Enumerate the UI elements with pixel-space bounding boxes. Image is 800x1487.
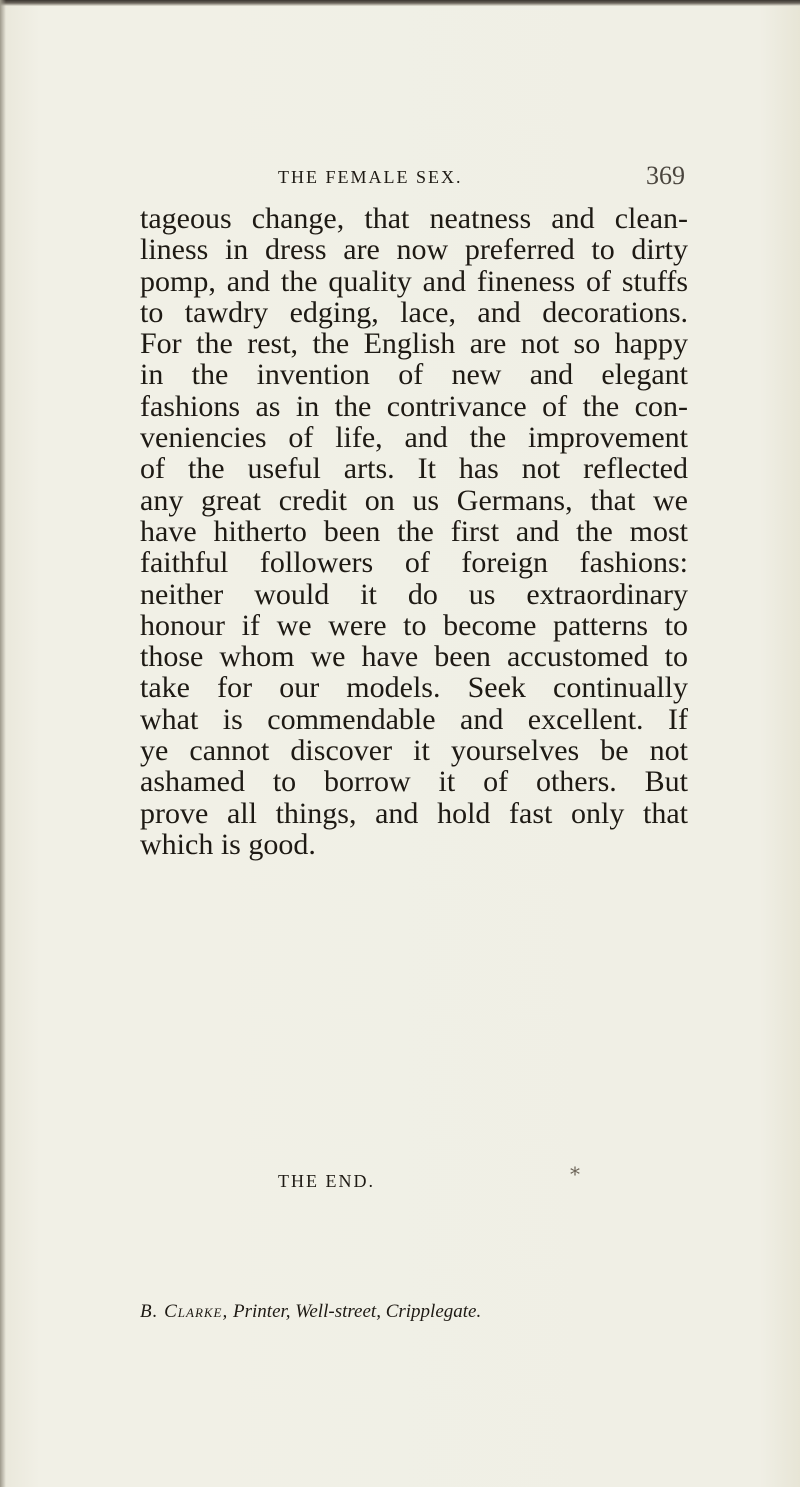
printer-address: Printer, Well-street, Cripplegate. [228,1301,482,1322]
text-line: ashamed to borrow it of others. But [140,765,688,799]
body-text [140,203,688,860]
text-line: in the invention of new and elegant [140,358,688,392]
running-head-title: THE FEMALE SEX. [278,167,463,187]
asterisk-ornament-icon: * [570,1162,580,1186]
text-line: ye cannot discover it yourselves be not [140,734,688,768]
text-line: take for our models. Seek continually [140,671,688,705]
printer-imprint [140,1301,700,1323]
text-line: liness in dress are now preferred to dirty [140,233,688,267]
text-line: fashions as in the contrivance of the con- [140,389,688,423]
text-line: have hitherto been the first and the most [140,514,688,548]
printer-name: B. Clarke, [140,1301,229,1322]
text-line: of the useful arts. It has not reflected [140,452,688,486]
text-line: honour if we were to become patterns to [140,608,688,642]
page-top-edge [0,0,800,6]
page-number: 369 [646,161,685,190]
text-line: tageous change, that neatness and clean- [140,202,688,235]
text-line: what is commendable and excellent. If [140,702,688,736]
text-line: to tawdry edging, lace, and decorations. [140,295,688,329]
text-line: pomp, and the quality and fineness of stuffs [140,264,688,298]
text-line: For the rest, the English are not so happy [140,327,688,361]
text-line-last: which is good. [140,827,316,861]
text-line: any great credit on us Germans, that we [140,483,688,517]
the-end-mark: THE END. [278,1171,375,1191]
page-gutter-shadow [0,0,6,1487]
text-line: veniencies of life, and the improvement [140,421,688,455]
text-line: faithful followers of foreign fashions: [140,546,688,580]
running-head [0,161,800,197]
text-line: prove all things, and hold fast only that [140,796,688,830]
text-line: neither would it do us extraordinary [140,577,688,611]
text-line: those whom we have been accustomed to [140,640,688,674]
